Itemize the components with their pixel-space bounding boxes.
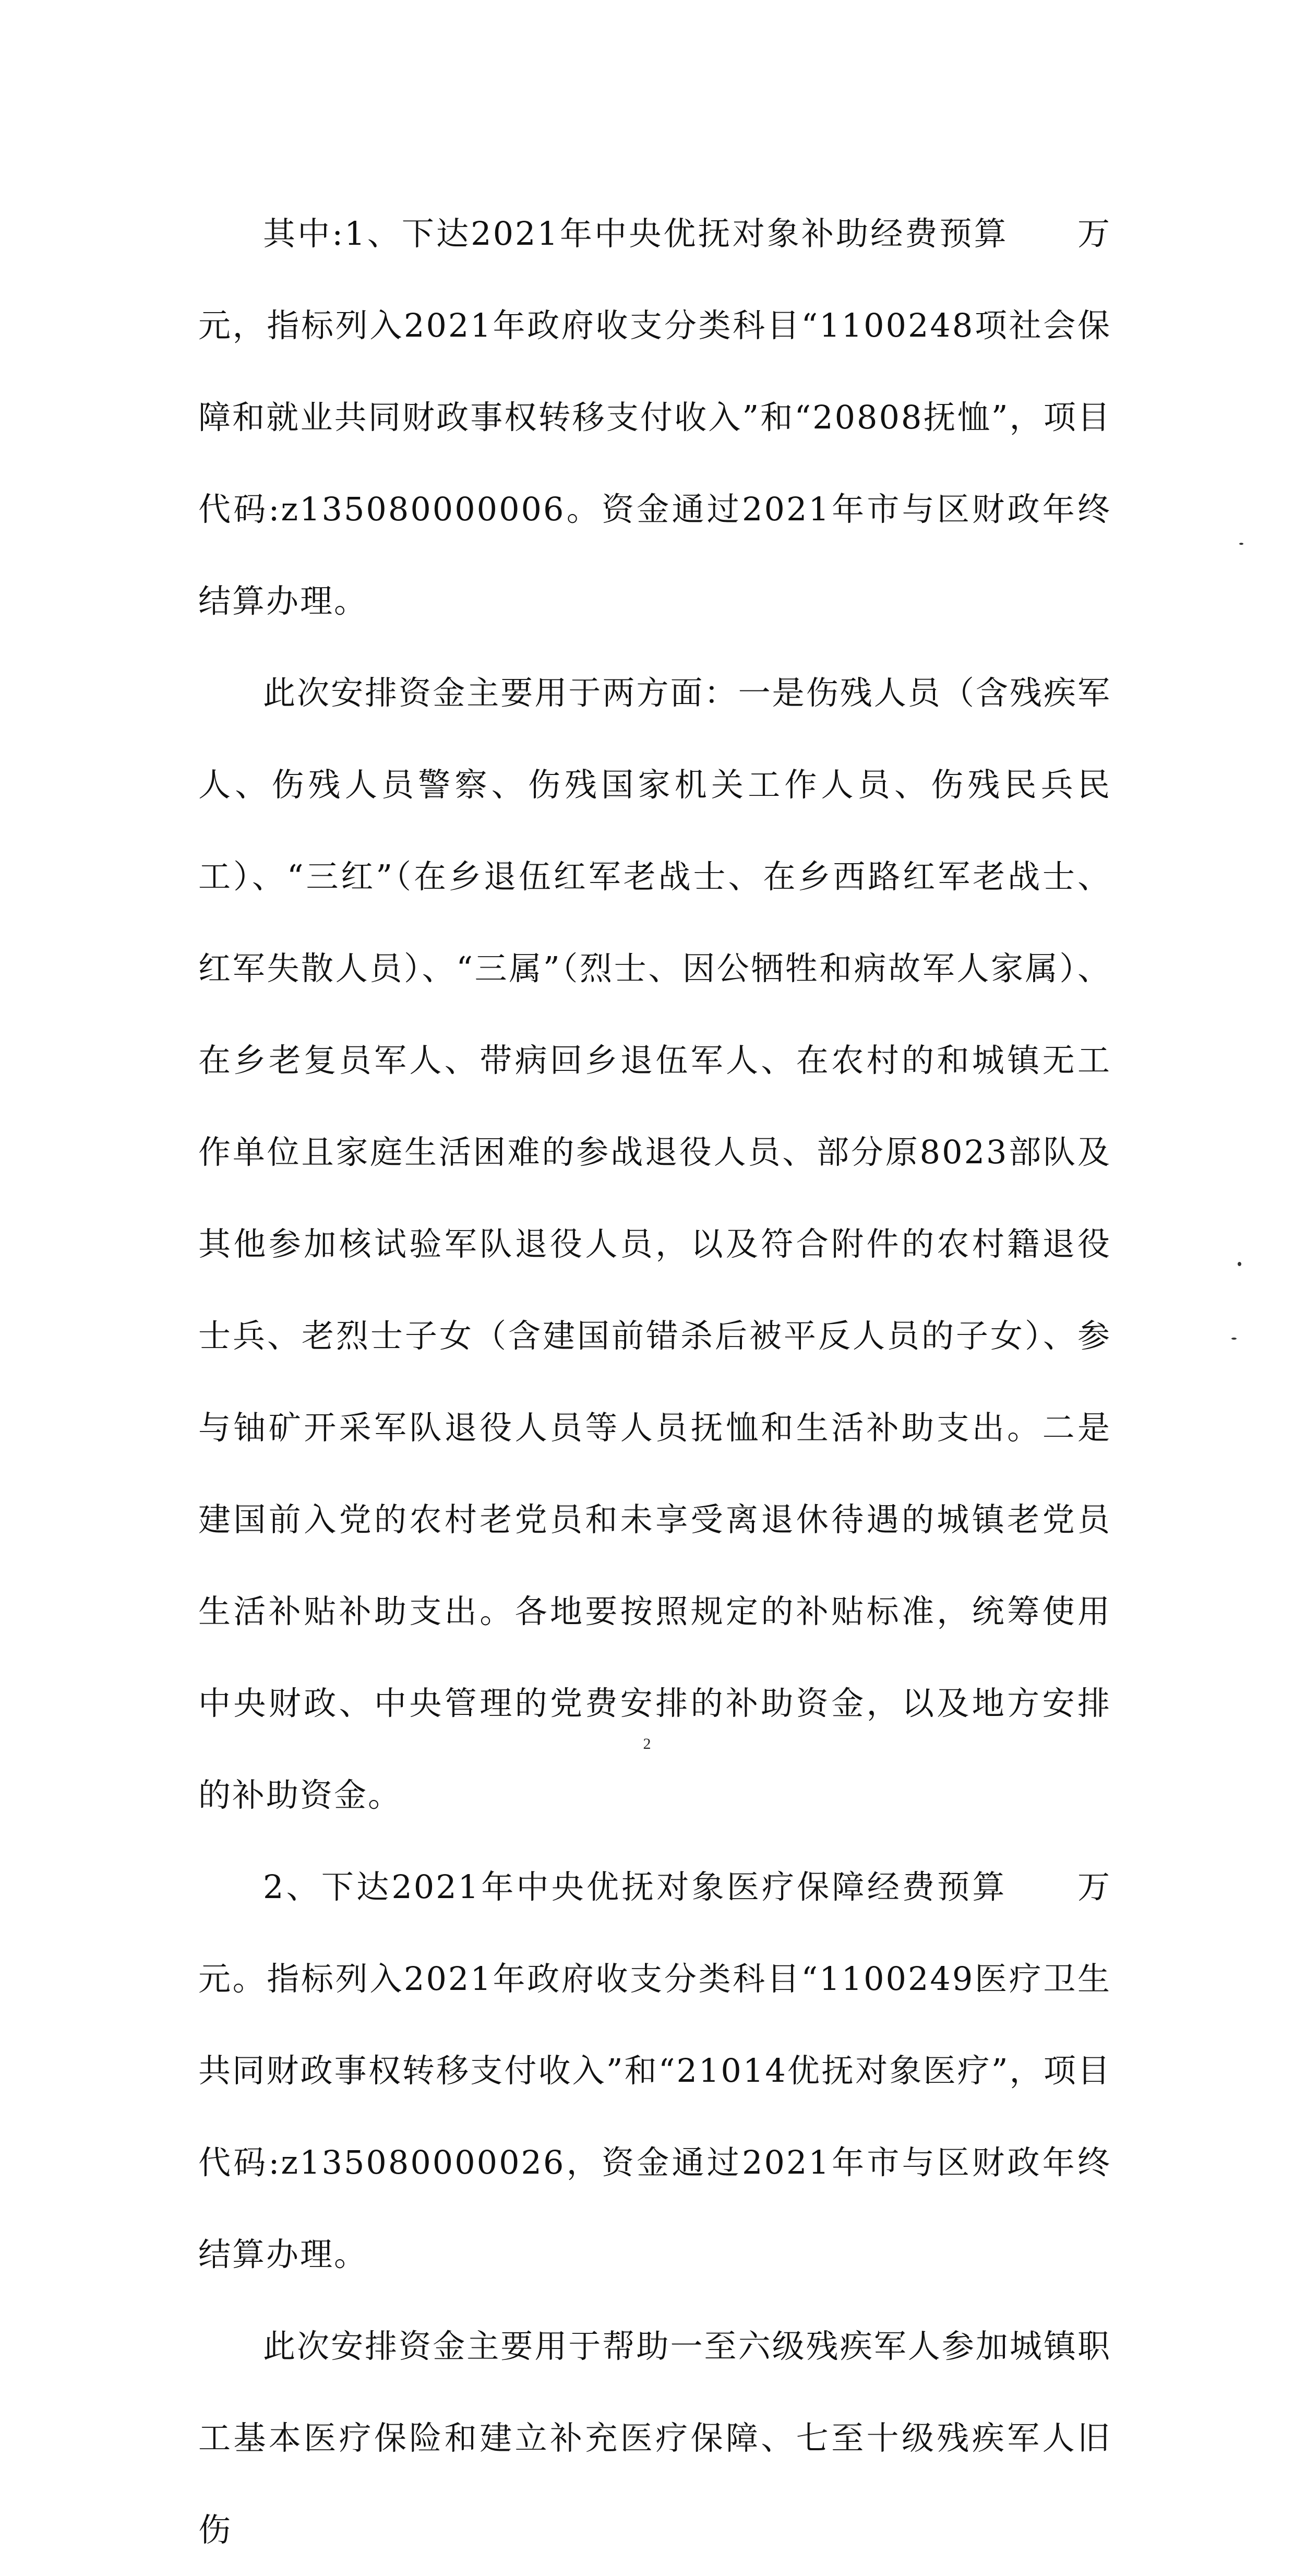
scan-speck — [1239, 543, 1243, 545]
scan-speck — [1238, 1262, 1241, 1266]
scan-speck — [1231, 1338, 1237, 1340]
paragraph-medical-usage: 此次安排资金主要用于帮助一至六级残疾军人参加城镇职工基本医疗保险和建立补充医疗保障、七至十级残疾军人旧伤 — [198, 2327, 1111, 2549]
page-number: 2 — [643, 1735, 651, 1752]
paragraph-medical-security-budget: 2、下达2021年中央优抚对象医疗保障经费预算 万元。指标列入2021年政府收支分类科目“1100249医疗卫生共同财政事权转移支付收入”和“21014优抚对象医疗”，项目代码:z135080000026，资金通过2021年市与区财政年终结算办理。 — [198, 1868, 1111, 2273]
paragraph-central-special-care-subsidy: 其中:1、下达2021年中央优抚对象补助经费预算 万元，指标列入2021年政府收支分类科目“1100248项社会保障和就业共同财政事权转移支付收入”和“20808抚恤”，项目代码:z135080000006。资金通过2021年市与区财政年终结算办理。 — [198, 214, 1111, 620]
body-text — [198, 188, 1111, 2576]
paragraph-subsidy-usage: 此次安排资金主要用于两方面：一是伤残人员（含残疾军人、伤残人员警察、伤残国家机关工作人员、伤残民兵民工）、“三红”（在乡退伍红军老战士、在乡西路红军老战士、红军失散人员）、“三属”（烈士、因公牺牲和病故军人家属）、在乡老复员军人、带病回乡退伍军人、在农村的和城镇无工作单位且家庭生活困难的参战退役人员、部分原8023部队及其他参加核试验军队退役人员，以及符合附件的农村籍退役士兵、老烈士子女（含建国前错杀后被平反人员的子女）、参与铀矿开采军队退役人员等人员抚恤和生活补助支出。二是建国前入党的农村老党员和未享受离退休待遇的城镇老党员生活补贴补助支出。各地要按照规定的补贴标准，统筹使用中央财政、中央管理的党费安排的补助资金，以及地方安排的补助资金。 — [198, 674, 1111, 1814]
